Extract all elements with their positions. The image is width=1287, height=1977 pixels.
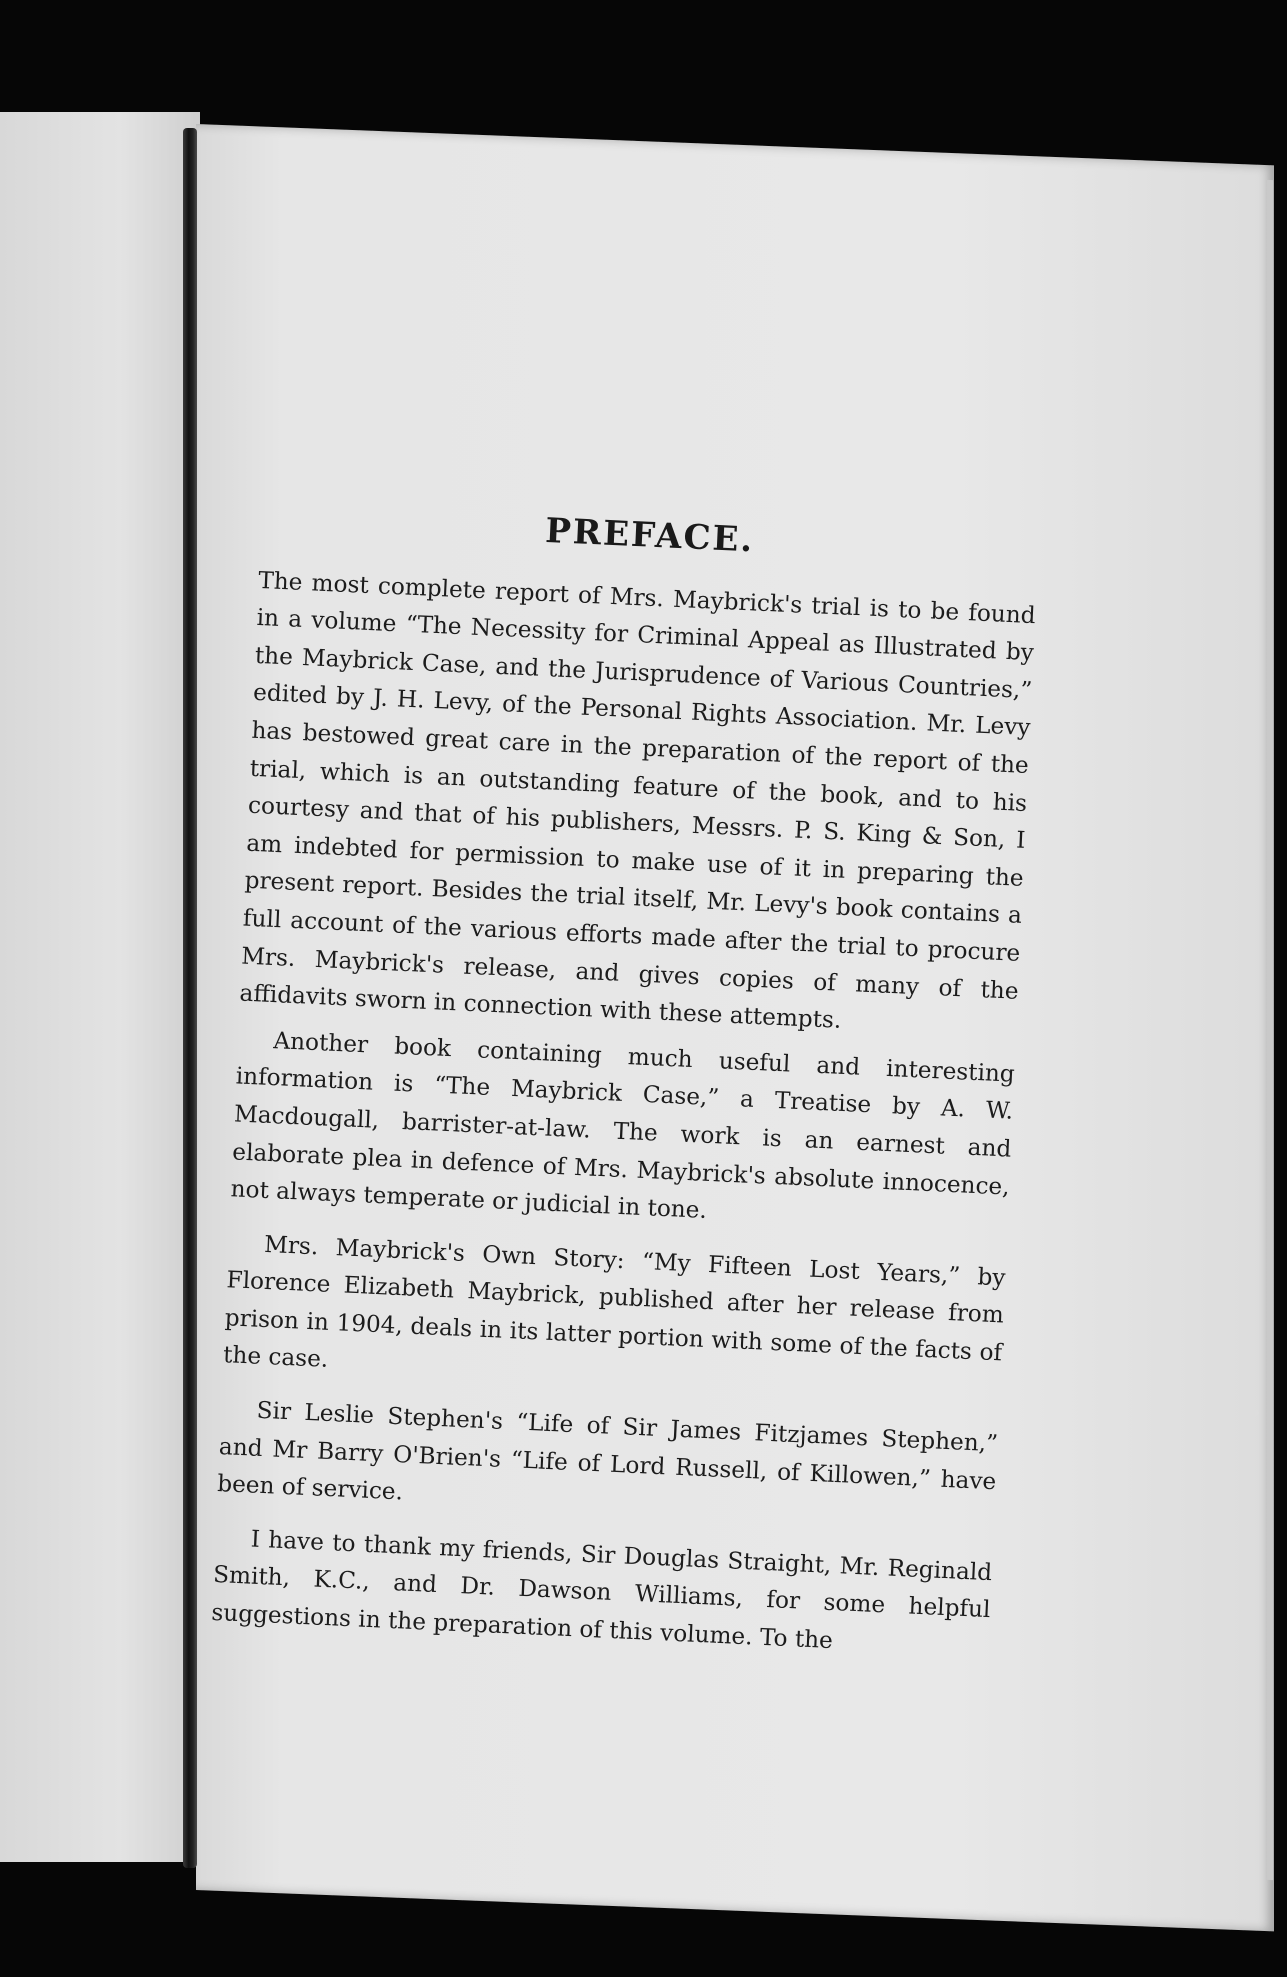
page-edge (1267, 180, 1273, 1880)
paragraph-5: I have to thank my friends, Sir Douglas Straight, Mr. Reginald Smith, K.C., and Dr. Dawson Williams, for some helpful suggestions in the preparation of this volume. To the (210, 1525, 993, 1655)
book-gutter (183, 128, 197, 1868)
paragraph-4: Sir Leslie Stephen's “Life of Sir James Fitzjames Stephen,” and Mr Barry O'Brien's “Life of Lord Russell, of Killowen,” have been of service. (216, 1396, 999, 1506)
dust-speck (1253, 1410, 1259, 1416)
paragraph-1: The most complete report of Mrs. Maybrick's trial is to be found in a volume “The Necessity for Criminal Appeal as Illustrated by the Maybrick Case, and the Jurisprudence of Various Countries,” edited by J. H. Levy, of the Personal Rights Association. Mr. Levy has bestowed great care in the preparation of the report of the trial, which is an outstanding feature of the book, and to his courtesy and that of his publishers, Messrs. P. S. King & Son, I am indebted for permission to make use of it in preparing the present report. Besides the trial itself, Mr. Levy's book contains a full account of the various efforts made after the trial to procure Mrs. Maybrick's release, and gives copies of many of the affidavits sworn in connection with these attempts. (238, 566, 1037, 1034)
paragraph-3: Mrs. Maybrick's Own Story: “My Fifteen Lost Years,” by Florence Elizabeth Maybrick, published after her release from prison in 1904, deals in its latter portion with some of the facts of the case. (222, 1230, 1007, 1374)
page-title: PREFACE. (544, 510, 756, 561)
facing-page (0, 112, 200, 1862)
paragraph-2: Another book containing much useful and interesting information is “The Maybrick Case,” a Treatise by A. W. Macdougall, barrister-at-law. The work is an earnest and elaborate plea in defence of Mrs. Maybrick's absolute innocence, not always temperate or judicial in tone. (230, 1026, 1016, 1224)
page-text (211, 500, 1040, 1667)
